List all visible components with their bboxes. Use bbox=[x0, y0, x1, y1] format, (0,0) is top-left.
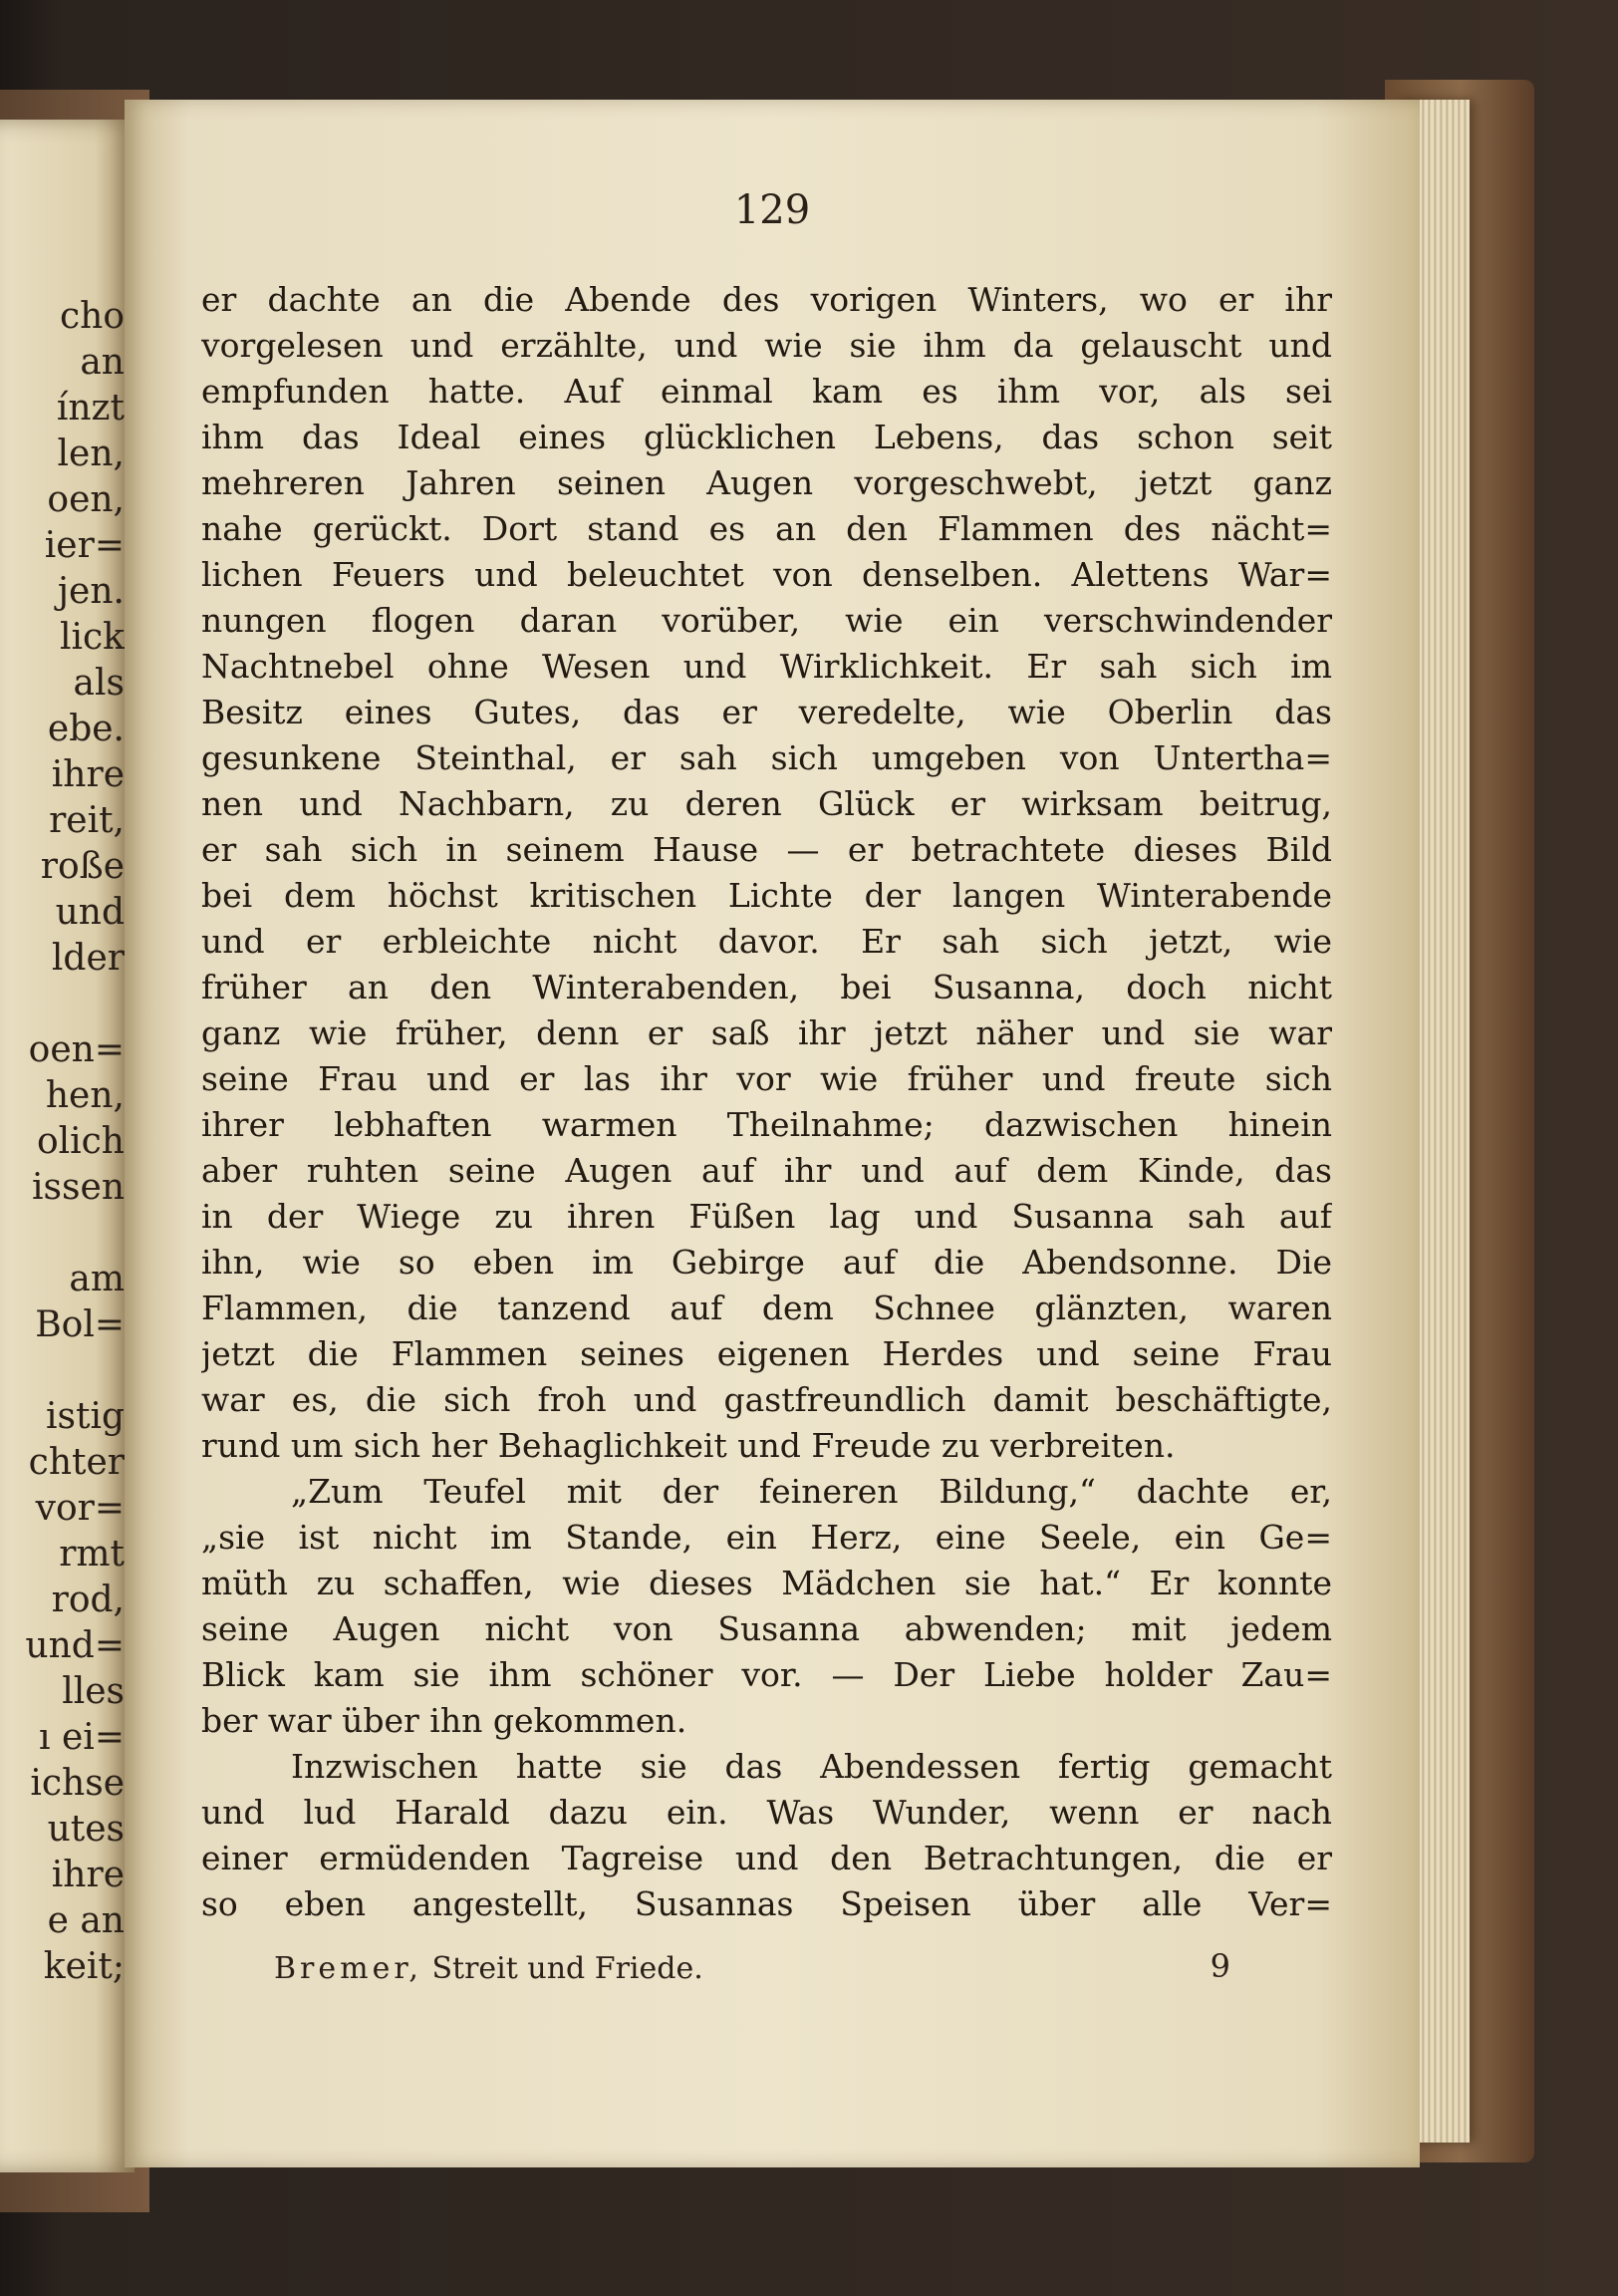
left-page-fragment: lles bbox=[62, 1671, 125, 1712]
text-line: empfunden hatte. Auf einmal kam es ihm vor, als sei bbox=[201, 372, 1332, 411]
left-page bbox=[0, 120, 135, 2172]
left-page-fragment: olich bbox=[36, 1121, 125, 1162]
body-text bbox=[201, 277, 1332, 1927]
text-line: er dachte an die Abende des vorigen Winters, wo er ihr bbox=[201, 280, 1332, 319]
text-line: und lud Harald dazu ein. Was Wunder, wenn er nach bbox=[201, 1793, 1332, 1832]
left-page-fragment: keit; bbox=[43, 1946, 125, 1987]
text-line: einer ermüdenden Tagreise und den Betrachtungen, die er bbox=[201, 1839, 1332, 1877]
text-line: früher an den Winterabenden, bei Susanna, doch nicht bbox=[201, 968, 1332, 1006]
left-page-fragment: als bbox=[73, 663, 125, 704]
text-line: Besitz eines Gutes, das er veredelte, wie Oberlin das bbox=[201, 693, 1332, 731]
left-page-fragment: und bbox=[55, 892, 125, 933]
left-page-fragment: vor= bbox=[35, 1488, 125, 1529]
text-line: Inzwischen hatte sie das Abendessen fertig gemacht bbox=[291, 1747, 1332, 1786]
left-page-fragment: ichse bbox=[30, 1763, 125, 1804]
left-page-fragment: Bol= bbox=[35, 1304, 125, 1345]
left-page-fragment: issen bbox=[32, 1167, 125, 1208]
text-line: nungen flogen daran vorüber, wie ein verschwindender bbox=[201, 601, 1332, 640]
text-line: „Zum Teufel mit der feineren Bildung,“ dachte er, bbox=[291, 1472, 1332, 1511]
text-line: bei dem höchst kritischen Lichte der langen Winterabende bbox=[201, 876, 1332, 915]
left-page-fragment: rod, bbox=[51, 1579, 125, 1620]
text-line: in der Wiege zu ihren Füßen lag und Susanna sah auf bbox=[201, 1197, 1332, 1236]
left-page-fragment: ínzt bbox=[56, 388, 125, 429]
text-line: nahe gerückt. Dort stand es an den Flammen des nächt= bbox=[201, 509, 1332, 548]
text-line: ganz wie früher, denn er saß ihr jetzt näher und sie war bbox=[201, 1013, 1332, 1052]
text-line: Flammen, die tanzend auf dem Schnee glänzten, waren bbox=[201, 1289, 1332, 1327]
left-page-fragment: oen= bbox=[28, 1029, 125, 1070]
left-page-fragment: lick bbox=[59, 617, 125, 658]
left-page-fragment: ihre bbox=[51, 1855, 125, 1895]
left-page-fragment: cho bbox=[59, 296, 125, 337]
left-page-fragment: hen, bbox=[45, 1075, 125, 1116]
left-page-fragment: chter bbox=[28, 1442, 125, 1483]
left-page-fragment: ier= bbox=[44, 525, 125, 566]
left-page-fragment: am bbox=[69, 1259, 125, 1299]
text-line: gesunkene Steinthal, er sah sich umgeben von Untertha= bbox=[201, 738, 1332, 777]
footer-title bbox=[274, 1951, 703, 1986]
text-line: aber ruhten seine Augen auf ihr und auf dem Kinde, das bbox=[201, 1151, 1332, 1190]
left-page-fragment: roße bbox=[40, 846, 125, 887]
left-page-fragment: und= bbox=[25, 1625, 125, 1666]
text-line: so eben angestellt, Susannas Speisen über alle Ver= bbox=[201, 1884, 1332, 1923]
page-number: 129 bbox=[733, 187, 811, 233]
left-page-fragment: jen. bbox=[57, 571, 125, 612]
text-line: vorgelesen und erzählte, und wie sie ihm da gelauscht und bbox=[201, 326, 1332, 365]
text-line: er sah sich in seinem Hause — er betrachtete dieses Bild bbox=[201, 830, 1332, 869]
left-page-fragment: e an bbox=[47, 1900, 125, 1941]
left-page-fragment: lder bbox=[51, 938, 125, 979]
left-page-fragment: ı ei= bbox=[39, 1717, 125, 1758]
page-footer bbox=[274, 1947, 1230, 2001]
text-line: ihn, wie so eben im Gebirge auf die Abendsonne. Die bbox=[201, 1243, 1332, 1282]
text-line: jetzt die Flammen seines eigenen Herdes und seine Frau bbox=[201, 1334, 1332, 1373]
left-page-fragment: an bbox=[80, 342, 125, 383]
left-page-fragment: utes bbox=[47, 1809, 125, 1850]
left-page-fragment: oen, bbox=[47, 479, 125, 520]
text-line: und er erbleichte nicht davor. Er sah sich jetzt, wie bbox=[201, 922, 1332, 961]
text-line: Blick kam sie ihm schöner vor. — Der Liebe holder Zau= bbox=[201, 1655, 1332, 1694]
text-line: ihrer lebhaften warmen Theilnahme; dazwischen hinein bbox=[201, 1105, 1332, 1144]
text-line: ber war über ihn gekommen. bbox=[201, 1701, 687, 1740]
text-line: lichen Feuers und beleuchtet von denselben. Alettens War= bbox=[201, 555, 1332, 594]
text-line: seine Frau und er las ihr vor wie früher und freute sich bbox=[201, 1059, 1332, 1098]
left-page-fragment: reit, bbox=[49, 800, 125, 841]
right-page bbox=[125, 100, 1420, 2167]
left-page-fragment: ebe. bbox=[47, 709, 125, 749]
text-line: müth zu schaffen, wie dieses Mädchen sie hat.“ Er konnte bbox=[201, 1564, 1332, 1602]
text-line: war es, die sich froh und gastfreundlich damit beschäftigte, bbox=[201, 1380, 1332, 1419]
left-page-fragment: rmt bbox=[59, 1534, 125, 1575]
text-line: Nachtnebel ohne Wesen und Wirklichkeit. Er sah sich im bbox=[201, 647, 1332, 686]
text-line: „sie ist nicht im Stande, ein Herz, eine Seele, ein Ge= bbox=[201, 1518, 1332, 1557]
text-line: seine Augen nicht von Susanna abwenden; mit jedem bbox=[201, 1609, 1332, 1648]
text-line: nen und Nachbarn, zu deren Glück er wirksam beitrug, bbox=[201, 784, 1332, 823]
left-page-fragment: istig bbox=[45, 1396, 125, 1437]
signature-mark: 9 bbox=[1210, 1947, 1230, 1985]
left-page-fragment: len, bbox=[57, 433, 125, 474]
text-line: rund um sich her Behaglichkeit und Freude zu verbreiten. bbox=[201, 1426, 1176, 1465]
text-line: ihm das Ideal eines glücklichen Lebens, das schon seit bbox=[201, 418, 1332, 456]
footer-author: Bremer, bbox=[274, 1951, 422, 1986]
footer-book-title: Streit und Friede. bbox=[431, 1951, 703, 1986]
text-line: mehreren Jahren seinen Augen vorgeschwebt, jetzt ganz bbox=[201, 463, 1332, 502]
left-page-fragment: ihre bbox=[51, 754, 125, 795]
